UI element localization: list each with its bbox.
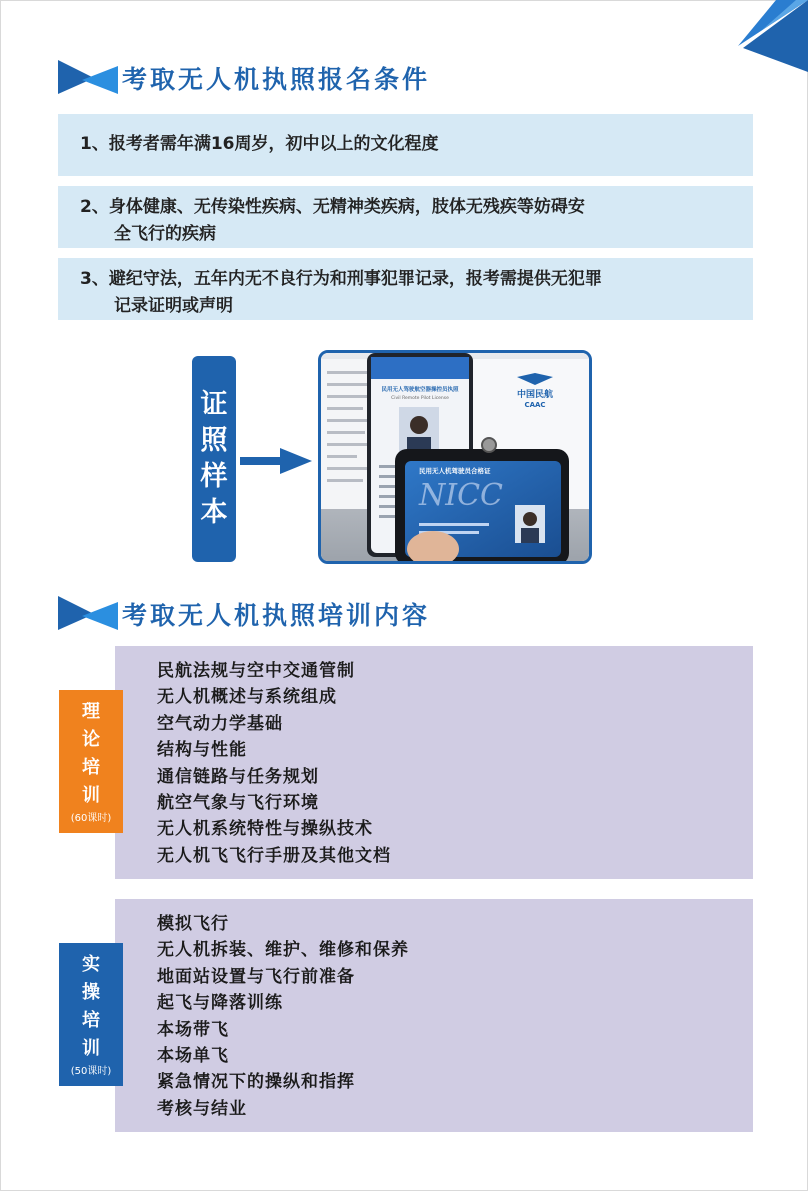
corner-decoration <box>678 0 808 80</box>
tag-char: 实 <box>82 953 100 975</box>
list-item: 地面站设置与飞行前准备 <box>157 966 355 987</box>
list-item: 本场单飞 <box>157 1046 229 1067</box>
sample-char: 照 <box>200 425 228 456</box>
list-item: 紧急情况下的操纵和指挥 <box>157 1072 355 1093</box>
practice-training-tag <box>59 943 123 1086</box>
phone-header-text: 民用无人驾驶航空器操控员执照 <box>381 387 459 393</box>
list-item: 无人机拆装、维护、维修和保养 <box>157 940 409 961</box>
condition-item-1 <box>58 114 753 176</box>
condition-text: 避纪守法，五年内无不良行为和刑事犯罪记录，报考需提供无犯罪 <box>108 269 602 289</box>
tag-char: 操 <box>82 981 100 1003</box>
tag-hours: (60课时) <box>70 812 112 824</box>
license-sample-photo <box>318 350 592 564</box>
tag-char: 论 <box>82 728 100 750</box>
arrow-right-icon <box>240 448 312 474</box>
list-item: 无人机概述与系统组成 <box>157 687 337 708</box>
tag-char: 培 <box>82 1009 100 1031</box>
conditions-title: 考取无人机执照报名条件 <box>122 65 431 94</box>
list-item: 无人机系统特性与操纵技术 <box>157 819 373 840</box>
list-item: 结构与性能 <box>157 740 247 761</box>
condition-text: 报考者需年满16周岁，初中以上的文化程度 <box>108 134 439 154</box>
condition-number: 2、 <box>80 197 109 217</box>
list-item: 民航法规与空中交通管制 <box>157 661 355 681</box>
tag-hours: (50课时) <box>70 1065 112 1077</box>
condition-number: 1、 <box>80 134 109 154</box>
list-item: 起飞与降落训练 <box>157 993 283 1014</box>
condition-text-continued: 记录证明或声明 <box>114 296 233 316</box>
list-item: 空气动力学基础 <box>157 713 283 734</box>
training-title: 考取无人机执照培训内容 <box>122 601 431 630</box>
condition-item-2 <box>58 186 753 248</box>
theory-training-panel <box>115 646 753 879</box>
caac-cn-text: 中国民航 <box>516 390 554 400</box>
caac-en-text: CAAC <box>524 401 546 409</box>
tag-char: 理 <box>82 700 100 722</box>
tag-char: 培 <box>82 756 100 778</box>
condition-number: 3、 <box>80 269 109 289</box>
condition-text-continued: 全飞行的疾病 <box>114 224 216 244</box>
practice-training-panel <box>115 899 753 1132</box>
card-text: 民用无人机驾驶员合格证 <box>419 467 491 475</box>
sample-char: 本 <box>200 497 228 528</box>
condition-text: 身体健康、无传染性疾病、无精神类疾病，肢体无残疾等妨碍安 <box>108 197 585 217</box>
flag-icon <box>58 58 120 98</box>
sample-char: 证 <box>200 389 228 420</box>
list-item: 模拟飞行 <box>157 914 229 934</box>
sample-char: 样 <box>200 461 228 492</box>
phone-subheader-text: Civil Remote Pilot License <box>391 396 449 401</box>
training-header <box>58 594 430 634</box>
conditions-header <box>58 58 430 98</box>
tag-char: 训 <box>82 1037 100 1059</box>
list-item: 通信链路与任务规划 <box>157 766 319 787</box>
list-item: 本场带飞 <box>157 1019 229 1040</box>
list-item: 考核与结业 <box>157 1098 247 1119</box>
list-item: 航空气象与飞行环境 <box>157 793 319 814</box>
flag-icon <box>58 594 120 634</box>
theory-training-tag <box>59 690 123 833</box>
license-sample-label <box>192 356 236 562</box>
card-watermark: NICC <box>419 478 504 513</box>
condition-item-3 <box>58 258 753 320</box>
license-photo-illustration <box>321 353 589 561</box>
tag-char: 训 <box>82 784 100 806</box>
list-item: 无人机飞飞行手册及其他文档 <box>157 845 391 866</box>
